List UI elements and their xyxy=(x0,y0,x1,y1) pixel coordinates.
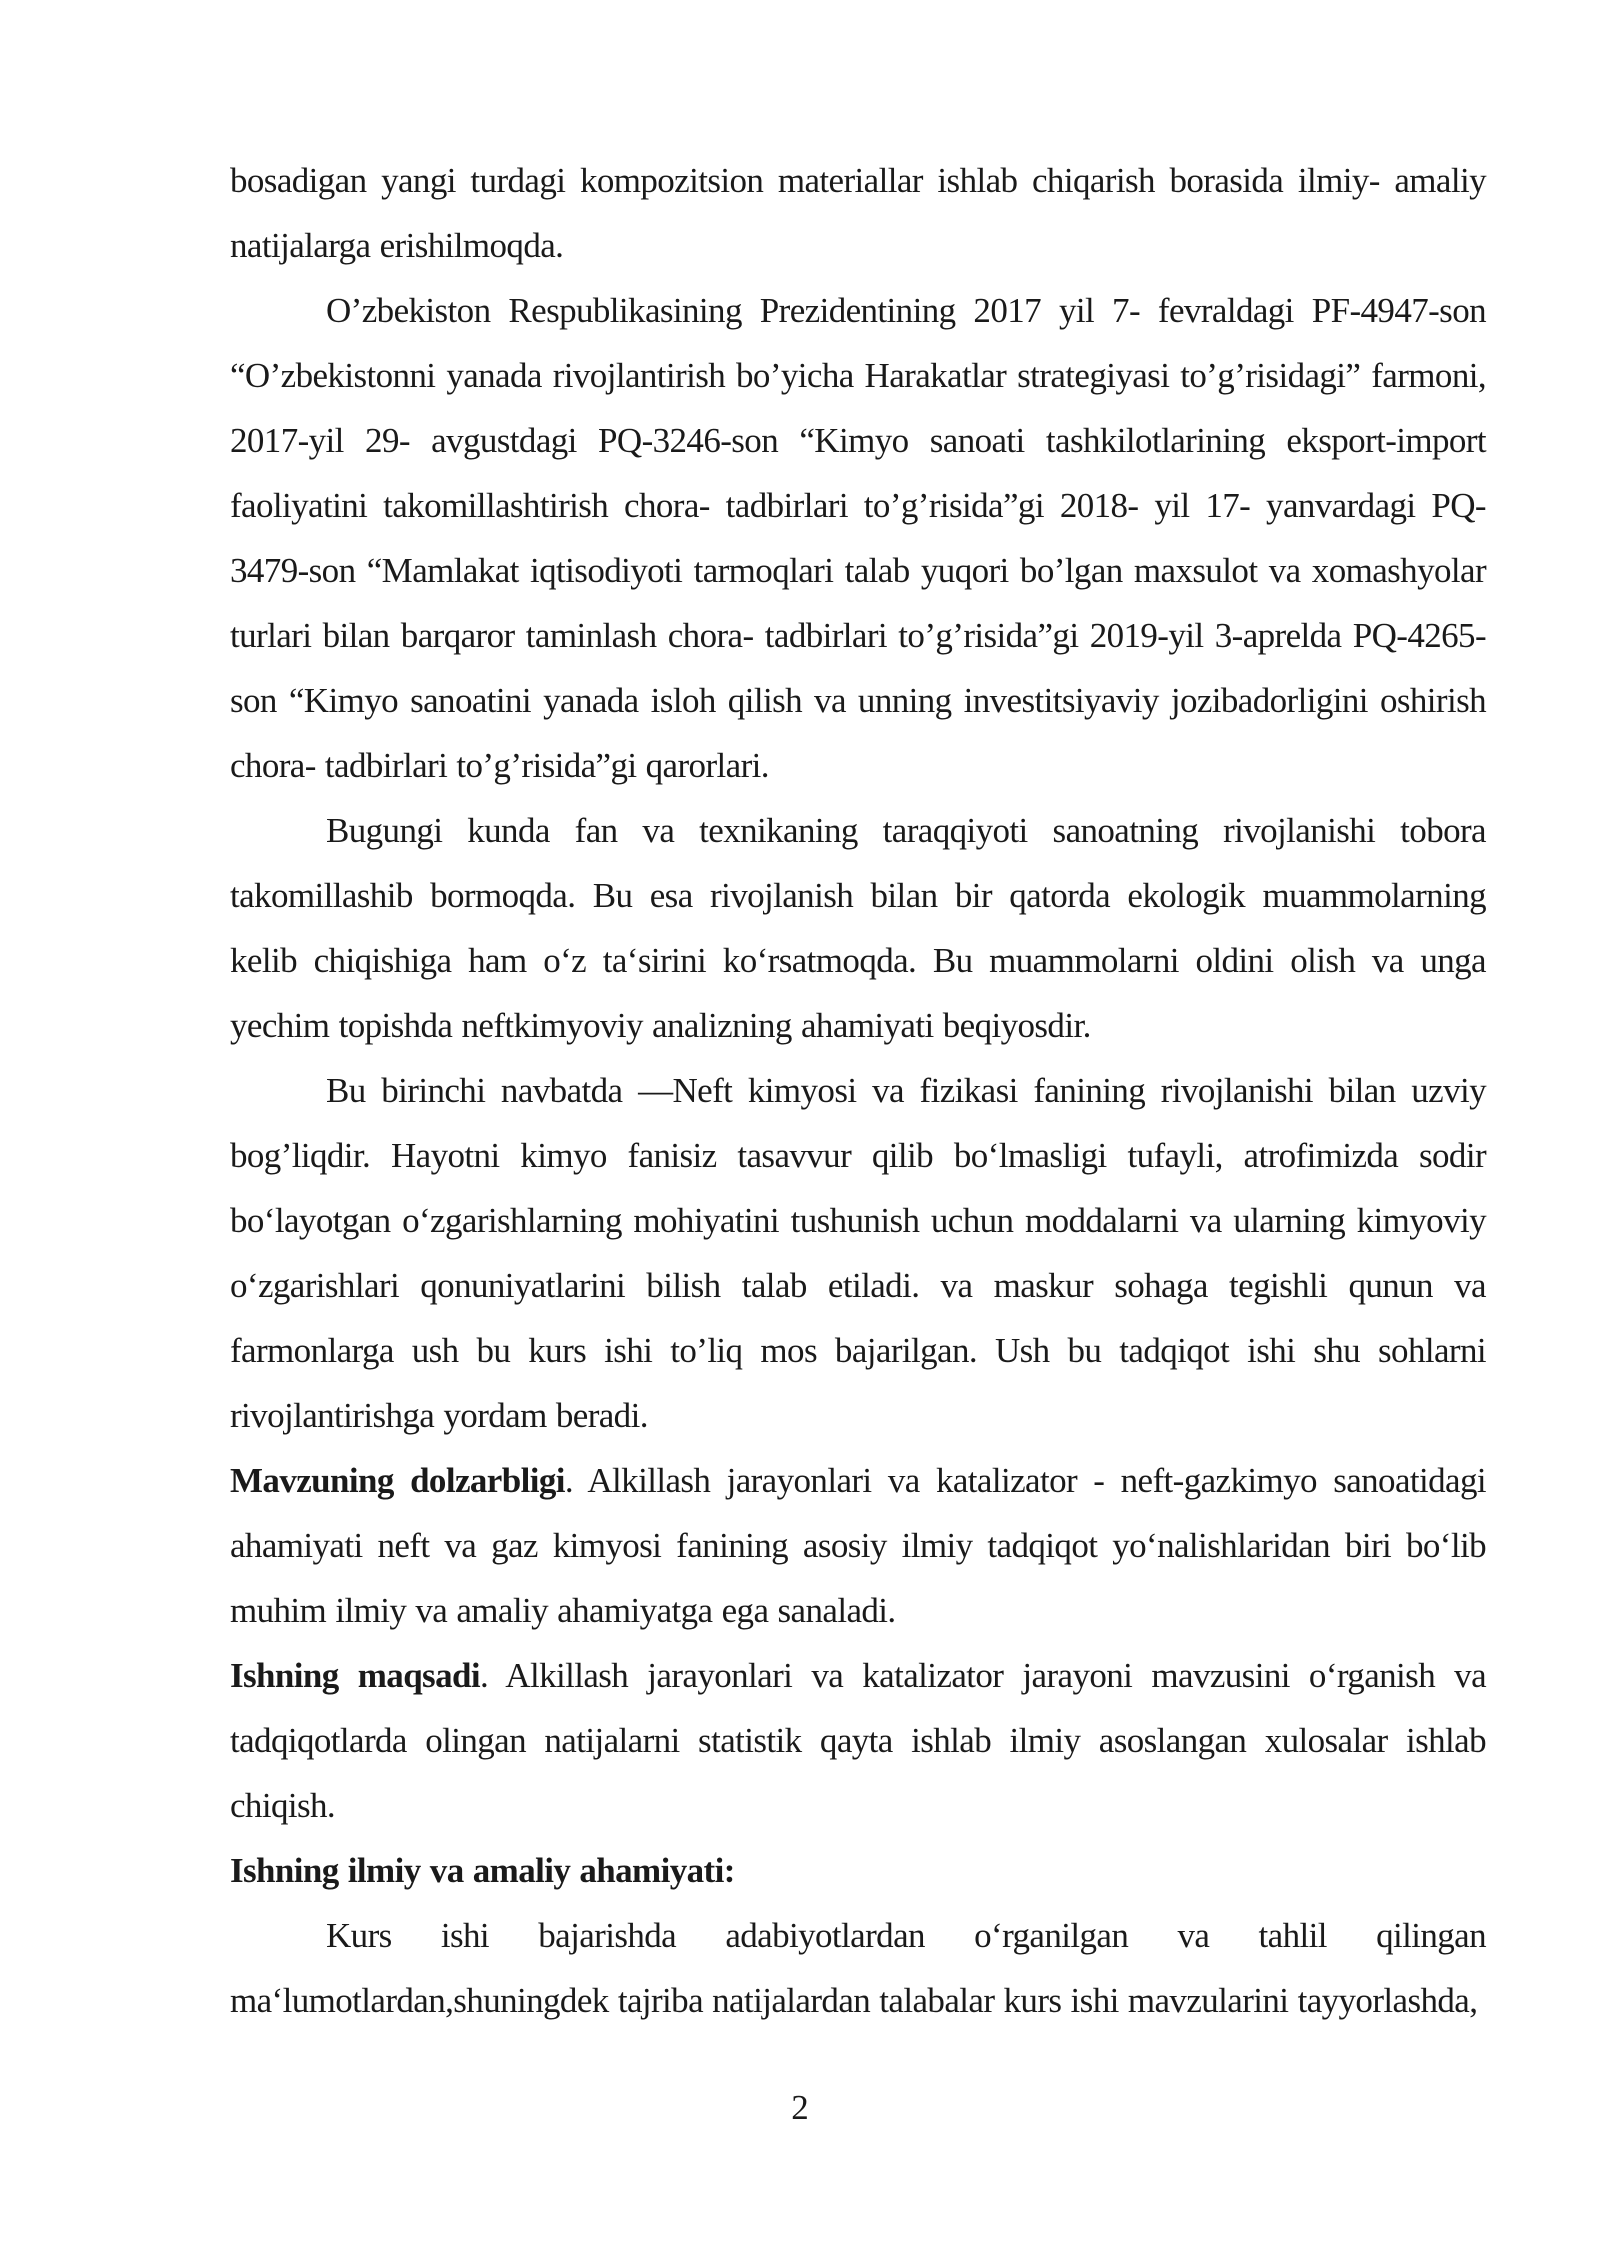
paragraph-oil-chemistry: Bu birinchi navbatda —Neft kimyosi va fizikasi fanining rivojlanishi bilan uzviy bog’liqdir. Hayotni kimyo fanisiz tasavvur qilib bo‘lmasligi tufayli, atrofimizda sodir bo‘layotgan o‘zgarishlarning mohiyatini tushunish uchun moddalarni va ularning kimyoviy o‘zgarishlari qonuniyatlarini bilish talab etiladi. va maskur sohaga tegishli qunun va farmonlarga ush bu kurs ishi to’liq mos bajarilgan. Ush bu tadqiqot ishi shu sohlarni rivojlantirishga yordam beradi. xyxy=(230,1071,1486,1435)
document-page xyxy=(230,148,1486,2033)
paragraph-science-progress: Bugungi kunda fan va texnikaning taraqqiyoti sanoatning rivojlanishi tobora takomillashib bormoqda. Bu esa rivojlanish bilan bir qatorda ekologik muammolarning kelib chiqishiga ham o‘z ta‘sirini ko‘rsatmoqda. Bu muammolarni oldini olish va unga yechim topishda neftkimyoviy analizning ahamiyati beqiyosdir. xyxy=(230,811,1486,1045)
relevance-heading: Mavzuning dolzarbligi xyxy=(230,1461,565,1500)
paragraph-course-work: Kurs ishi bajarishda adabiyotlardan o‘rganilgan va tahlil qilingan ma‘lumotlardan,shuningdek tajriba natijalardan talabalar kurs ishi mavzularini tayyorlashda, xyxy=(230,1916,1486,2020)
goal-text: . Alkillash jarayonlari va katalizator jarayoni mavzusini o‘rganish va tadqiqotlarda olingan natijalarni statistik qayta ishlab ilmiy asoslangan xulosalar ishlab chiqish. xyxy=(230,1656,1487,1825)
page-number: 2 xyxy=(791,2088,809,2127)
goal-heading: Ishning maqsadi xyxy=(230,1656,480,1695)
significance-heading: Ishning ilmiy va amaliy ahamiyati: xyxy=(230,1851,735,1890)
paragraph-relevance xyxy=(230,1448,1486,1643)
relevance-text: . Alkillash jarayonlari va katalizator - neft-gazkimyo sanoatidagi ahamiyati neft va gaz kimyosi fanining asosiy ilmiy tadqiqot yo‘nalishlaridan biri bo‘lib muhim ilmiy va amaliy ahamiyatga ega sanaladi. xyxy=(230,1461,1486,1630)
paragraph-significance-heading xyxy=(230,1838,1486,1903)
paragraph-goal xyxy=(230,1643,1486,1838)
paragraph-continuation: bosadigan yangi turdagi kompozitsion materiallar ishlab chiqarish borasida ilmiy- amaliy natijalarga erishilmoqda. xyxy=(230,161,1486,265)
paragraph-decrees: O’zbekiston Respublikasining Prezidentining 2017 yil 7- fevraldagi PF-4947-son “O’zbekistonni yanada rivojlantirish bo’yicha Harakatlar strategiyasi to’g’risidagi” farmoni, 2017-yil 29- avgustdagi PQ-3246-son “Kimyo sanoati tashkilotlarining eksport-import faoliyatini takomillashtirish chora- tadbirlari to’g’risida”gi 2018- yil 17- yanvardagi PQ-3479-son “Mamlakat iqtisodiyoti tarmoqlari talab yuqori bo’lgan maxsulot va xomashyolar turlari bilan barqaror taminlash chora- tadbirlari to’g’risida”gi 2019-yil 3-aprelda PQ-4265-son “Kimyo sanoatini yanada isloh qilish va unning investitsiyaviy jozibadorligini oshirish chora- tadbirlari to’g’risida”gi qarorlari. xyxy=(230,291,1486,785)
